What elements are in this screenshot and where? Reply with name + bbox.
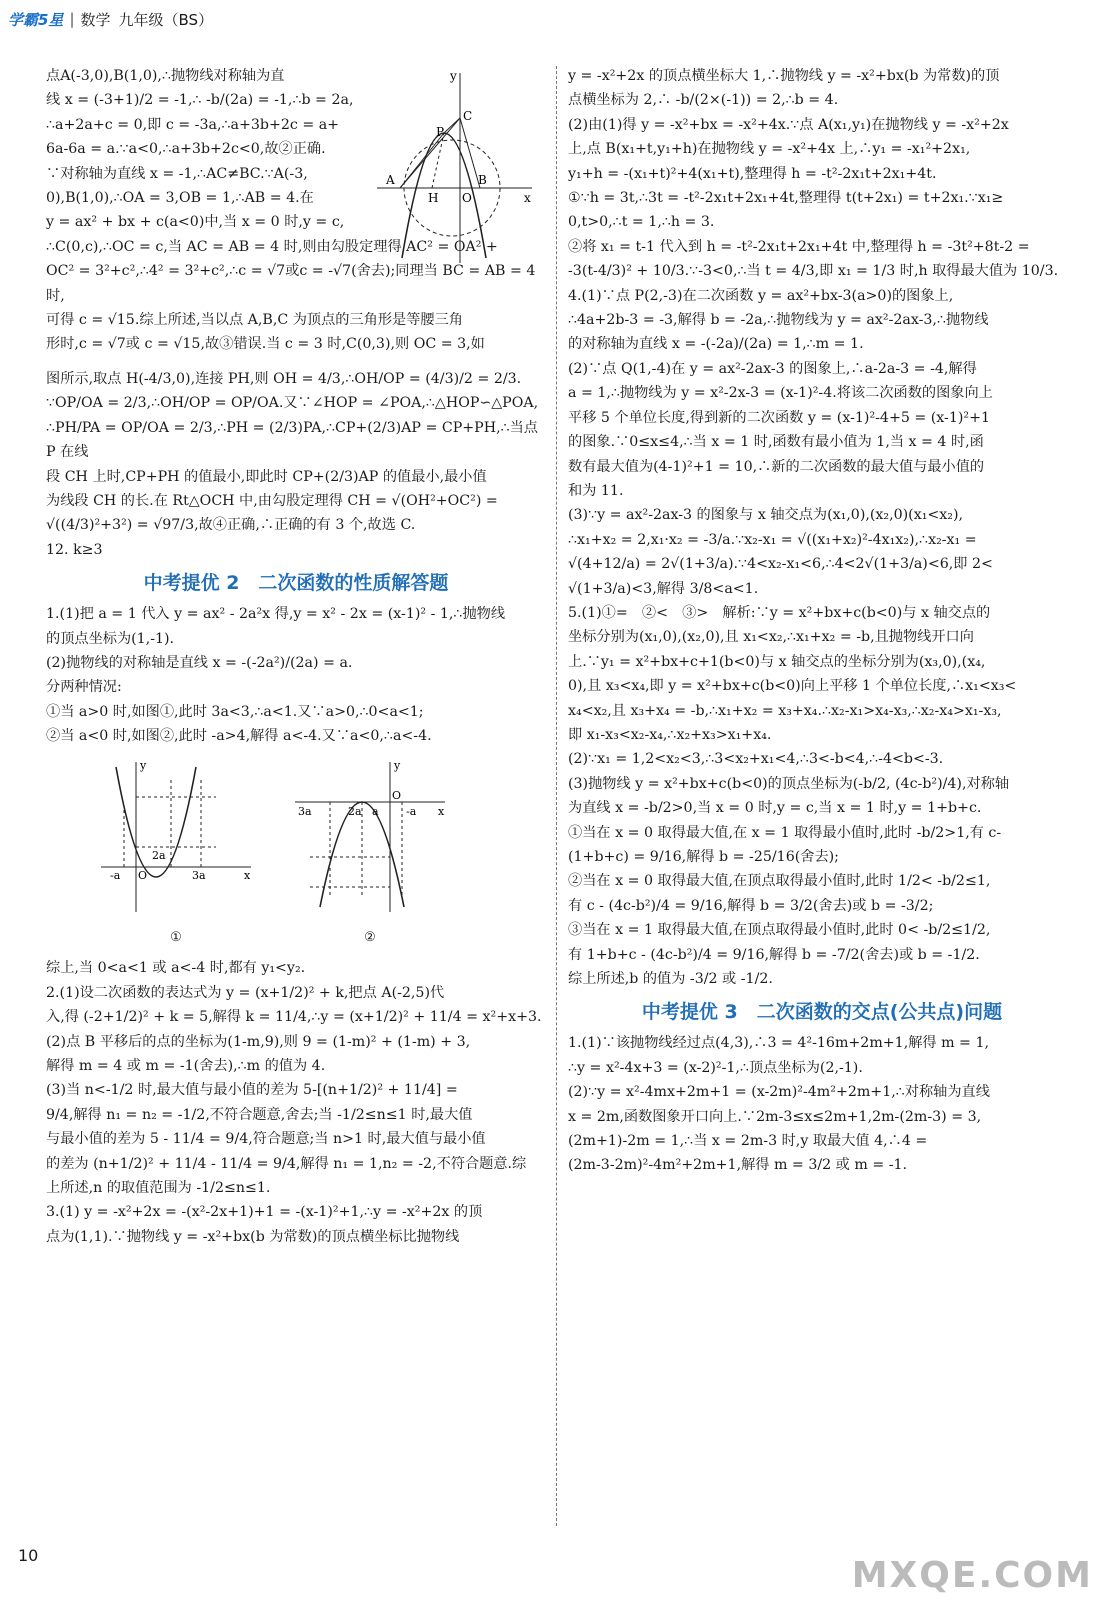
label-origin: O <box>138 868 148 882</box>
label-2a: 2a <box>348 804 362 818</box>
text-line: 线 x = (-3+1)/2 = -1,∴ -b/(2a) = -1,∴b = 2a, <box>46 92 354 109</box>
intro-block <box>46 64 364 210</box>
page-header <box>8 6 213 32</box>
text-line: y₁+h = -(x₁+t)²+4(x₁+t),整理得 h = -t²-2x₁t+2x₁+4t. <box>568 165 937 182</box>
label-neg-a: -a <box>110 868 121 882</box>
text-line: 点A(-3,0),B(1,0),∴抛物线对称轴为直 <box>46 68 285 84</box>
axis-label-y: y <box>450 69 457 83</box>
text-line: 3.(1) y = -x²+2x = -(x²-2x+1)+1 = -(x-1)²+1,∴y = -x²+2x 的顶 <box>46 1204 483 1221</box>
figures-row <box>96 757 546 951</box>
header-subject: 数学 <box>80 10 111 29</box>
text-line: (3)∵y = ax²-2ax-3 的图象与 x 轴交点为(x₁,0),(x₂,0)(x₁<x₂), <box>568 507 964 524</box>
text-line: ∵OP/OA = 2/3,∴OH/OP = OP/OA.又∵∠HOP = ∠POA,∴△HOP∽△POA, <box>46 395 539 412</box>
text-line: (2)∵点 Q(1,-4)在 y = ax²-2ax-3 的图象上,∴a-2a-3 = -4,解得 <box>568 360 977 377</box>
answer-12: 12. k≥3 <box>46 541 103 558</box>
figure-1-graph <box>96 757 256 917</box>
text-line: (2)∵y = x²-4mx+2m+1 = (x-2m)²-4m²+2m+1,∴对称轴为直线 <box>568 1084 990 1101</box>
label-P: P <box>436 125 445 139</box>
figure-2 <box>290 757 450 951</box>
figure-1 <box>96 757 256 951</box>
text-line: √(1+3/a)<3,解得 3/8<a<1. <box>568 580 759 597</box>
text-line: a = 1,∴抛物线为 y = x²-2x-3 = (x-1)²-4.将该二次函数的图象向上 <box>568 385 993 402</box>
text-line: (3)抛物线 y = x²+bx+c(b<0)的顶点坐标为(-b/2, (4c-b²)/4),对称轴 <box>568 775 1010 792</box>
watermark: MXQE.COM <box>851 1555 1093 1596</box>
label-H: H <box>428 191 439 205</box>
text-line: 1.(1)把 a = 1 代入 y = ax² - 2a²x 得,y = x² - 2x = (x-1)² - 1,∴抛物线 <box>46 606 506 623</box>
text-line: 数有最大值为(4-1)²+1 = 10,∴新的二次函数的最大值与最小值的 <box>568 458 985 475</box>
label-a: a <box>372 804 379 818</box>
axis-label-x: x <box>244 868 251 882</box>
text-line: ③当在 x = 1 取得最大值,在顶点取得最小值时,此时 0< -b/2≤1/2, <box>568 922 991 939</box>
label-C: C <box>463 109 473 123</box>
text-line: 图所示,取点 H(-4/3,0),连接 PH,则 OH = 4/3,∴OH/OP = (4/3)/2 = 2/3. <box>46 370 522 387</box>
brand-logo: 学霸5星 <box>8 10 64 29</box>
section-3-title: 中考提优 3 二次函数的交点(公共点)问题 <box>641 1001 1003 1024</box>
text-line: 形时,c = √7或 c = √15,故③错误.当 c = 3 时,C(0,3),则 OC = 3,如 <box>46 336 485 353</box>
figure-2-caption: ② <box>364 929 376 945</box>
text-line: 点横坐标为 2,∴ -b/(2×(-1)) = 2,∴b = 4. <box>568 92 839 109</box>
label-origin: O <box>392 788 402 802</box>
text-line: 综上,当 0<a<1 或 a<-4 时,都有 y₁<y₂. <box>46 960 306 977</box>
text-line: 9/4,解得 n₁ = n₂ = -1/2,不符合题意,舍去;当 -1/2≤n≤1 时,最大值 <box>46 1106 473 1123</box>
text-line: 0),B(1,0),∴OA = 3,OB = 1,∴AB = 4.在 <box>46 190 314 207</box>
text-line: x₄<x₂,且 x₃+x₄ = -b,∴x₁+x₂ = x₃+x₄.∴x₂-x₁>x₄-x₃,∴x₂-x₄>x₁-x₃, <box>568 702 1002 719</box>
label-3a: 3a <box>298 804 312 818</box>
label-3a: 3a <box>192 868 206 882</box>
text-line: ②当 a<0 时,如图②,此时 -a>4,解得 a<-4.又∵a<0,∴a<-4. <box>46 728 432 745</box>
text-line: ∴x₁+x₂ = 2,x₁·x₂ = -3/a.∵x₂-x₁ = √((x₁+x₂)²-4x₁x₂),∴x₂-x₁ = <box>568 531 977 548</box>
text-line: √(4+12/a) = 2√(1+3/a).∵4<x₂-x₁<6,∴4<2√(1+3/a)<6,即 2< <box>568 556 993 573</box>
label-neg-a: -a <box>406 804 417 818</box>
text-line: x = 2m,函数图象开口向上.∵2m-3≤x≤2m+1,2m-(2m-3) = 3, <box>568 1108 982 1125</box>
axis-label-y: y <box>394 758 401 772</box>
text-line: 解得 m = 4 或 m = -1(舍去),∴m 的值为 4. <box>46 1058 326 1074</box>
axis-label-x: x <box>524 191 531 205</box>
axis-label-y: y <box>140 758 147 772</box>
text-line: 上,点 B(x₁+t,y₁+h)在抛物线 y = -x²+4x 上,∴y₁ = -x₁²+2x₁, <box>568 141 971 158</box>
figure-parabola-circle-graph <box>372 68 542 268</box>
text-line: ∴PH/PA = OP/OA = 2/3,∴PH = (2/3)PA,∴CP+(2/3)AP = CP+PH,∴当点 P 在线 <box>46 419 538 461</box>
text-line: 平移 5 个单位长度,得到新的二次函数 y = (x-1)²-4+5 = (x-1)²+1 <box>568 409 991 426</box>
label-B: B <box>478 173 487 187</box>
text-line: 4.(1)∵点 P(2,-3)在二次函数 y = ax²+bx-3(a>0)的图象上, <box>568 287 954 304</box>
right-column <box>568 64 1076 1178</box>
text-line: 的对称轴为直线 x = -(-2a)/(2a) = 1,∴m = 1. <box>568 336 864 353</box>
header-grade: 九年级（BS） <box>118 10 214 29</box>
axis-label-x: x <box>438 804 445 818</box>
text-line: (2m-3-2m)²-4m²+2m+1,解得 m = 3/2 或 m = -1. <box>568 1157 908 1174</box>
text-line: 即 x₁-x₃<x₂-x₄,∴x₂+x₃>x₁+x₄. <box>568 726 772 743</box>
text-line: 有 1+b+c - (4c-b²)/4 = 9/16,解得 b = -7/2(舍去)或 b = -1/2. <box>568 946 980 963</box>
text-line: 的差为 (n+1/2)² + 11/4 - 11/4 = 9/4,解得 n₁ = 1,n₂ = -2,不符合题意.综 <box>46 1155 527 1172</box>
text-line: ∴4a+2b-3 = -3,解得 b = -2a,∴抛物线为 y = ax²-2ax-3,∴抛物线 <box>568 312 989 329</box>
text-line: 坐标分别为(x₁,0),(x₂,0),且 x₁<x₂,∴x₁+x₂ = -b,且抛物线开口向 <box>568 629 974 646</box>
text-line: 0,t>0,∴t = 1,∴h = 3. <box>568 214 715 231</box>
text-line: 的图象.∵0≤x≤4,∴当 x = 1 时,函数有最小值为 1,当 x = 4 时,函 <box>568 434 984 451</box>
section-2-title: 中考提优 2 二次函数的性质解答题 <box>143 572 449 595</box>
text-line: (2)抛物线的对称轴是直线 x = -(-2a²)/(2a) = a. <box>46 654 353 671</box>
text-line: ①当在 x = 0 取得最大值,在 x = 1 取得最小值时,此时 -b/2>1,有 c- <box>568 824 1002 841</box>
page-number: 10 <box>18 1546 39 1565</box>
header-divider: | <box>69 10 75 28</box>
text-line: y = -x²+2x 的顶点横坐标大 1,∴抛物线 y = -x²+bx(b 为常数)的顶 <box>568 68 1000 84</box>
text-line: 和为 11. <box>568 482 624 499</box>
text-line: 上所述,n 的取值范围为 -1/2≤n≤1. <box>46 1180 271 1197</box>
label-2a: 2a <box>152 848 166 862</box>
text-line: 6a-6a = a.∵a<0,∴a+3b+2c<0,故②正确. <box>46 141 326 158</box>
text-line: 入,得 (-2+1/2)² + k = 5,解得 k = 11/4,∴y = (x+1/2)² + 11/4 = x²+x+3. <box>46 1009 542 1026</box>
text-line: (2m+1)-2m = 1,∴当 x = 2m-3 时,y 取最大值 4,∴4 = <box>568 1133 928 1150</box>
text-line: 与最小值的差为 5 - 11/4 = 9/4,符合题意;当 n>1 时,最大值与最小值 <box>46 1131 486 1148</box>
text-line: 5.(1)①= ②< ③> 解析:∵y = x²+bx+c(b<0)与 x 轴交点的 <box>568 604 991 621</box>
text-line: ①当 a>0 时,如图①,此时 3a<3,∴a<1.又∵a>0,∴0<a<1; <box>46 703 424 720</box>
text-line: (2)由(1)得 y = -x²+bx = -x²+4x.∵点 A(x₁,y₁)在抛物线 y = -x²+2x <box>568 116 1009 133</box>
text-line: √((4/3)²+3²) = √97/3,故④正确,∴正确的有 3 个,故选 C. <box>46 517 416 534</box>
text-line: 段 CH 上时,CP+PH 的值最小,即此时 CP+(2/3)AP 的值最小,最小值 <box>46 468 487 485</box>
text-line: 点为(1,1).∵抛物线 y = -x²+bx(b 为常数)的顶点横坐标比抛物线 <box>46 1228 460 1245</box>
figure-parabola-circle <box>372 68 542 272</box>
figure-2-graph <box>290 757 450 917</box>
label-A: A <box>386 173 395 187</box>
text-line: ②将 x₁ = t-1 代入到 h = -t²-2x₁t+2x₁+4t 中,整理得 h = -3t²+8t-2 = <box>568 238 1030 255</box>
text-line: ∵对称轴为直线 x = -1,∴AC≠BC.∵A(-3, <box>46 165 308 182</box>
label-O: O <box>462 191 472 205</box>
text-line: 有 c - (4c-b²)/4 = 9/16,解得 b = 3/2(舍去)或 b = -3/2; <box>568 897 934 914</box>
text-line: (2)点 B 平移后的点的坐标为(1-m,9),则 9 = (1-m)² + (1-m) + 3, <box>46 1033 471 1050</box>
text-line: 分两种情况: <box>46 679 122 696</box>
text-line: ∴a+2a+c = 0,即 c = -3a,∴a+3b+2c = a+ <box>46 116 340 133</box>
text-line: -3(t-4/3)² + 10/3.∵-3<0,∴当 t = 4/3,即 x₁ = 1/3 时,h 取得最大值为 10/3. <box>568 263 1059 280</box>
text-line: (2)∵x₁ = 1,2<x₂<3,∴3<x₂+x₁<4,∴3<-b<4,∴-4<b<-3. <box>568 751 944 768</box>
column-divider <box>556 66 557 1526</box>
text-line: (3)当 n<-1/2 时,最大值与最小值的差为 5-[(n+1/2)² + 11/4] = <box>46 1082 458 1099</box>
text-line: 2.(1)设二次函数的表达式为 y = (x+1/2)² + k,把点 A(-2,5)代 <box>46 984 445 1001</box>
text-line: 为线段 CH 的长.在 Rt△OCH 中,由勾股定理得 CH = √(OH²+OC²) = <box>46 492 498 509</box>
text-line: ①∵h = 3t,∴3t = -t²-2x₁t+2x₁+4t,整理得 t(t+2x₁) = t+2x₁.∵x₁≥ <box>568 190 1004 207</box>
text-line: 可得 c = √15.综上所述,当以点 A,B,C 为顶点的三角形是等腰三角 <box>46 312 463 329</box>
text-line: 为直线 x = -b/2>0,当 x = 0 时,y = c,当 x = 1 时,y = 1+b+c. <box>568 800 982 817</box>
text-line: 0),且 x₃<x₄,即 y = x²+bx+c(b<0)向上平移 1 个单位长度,∴x₁<x₃< <box>568 678 1017 695</box>
text-line: 1.(1)∵该抛物线经过点(4,3),∴3 = 4²-16m+2m+1,解得 m = 1, <box>568 1035 989 1052</box>
text-line: y = ax² + bx + c(a<0)中,当 x = 0 时,y = c, <box>46 214 345 231</box>
text-line: ∴y = x²-4x+3 = (x-2)²-1,∴顶点坐标为(2,-1). <box>568 1059 863 1076</box>
text-line: ∴C(0,c),∴OC = c,当 AC = AB = 4 时,则由勾股定理得 AC² = OA² + <box>46 238 498 255</box>
text-line: (1+b+c) = 9/16,解得 b = -25/16(舍去); <box>568 849 839 865</box>
text-line: ②当在 x = 0 取得最大值,在顶点取得最小值时,此时 1/2< -b/2≤1, <box>568 873 991 890</box>
text-line: OC² = 3²+c²,∴4² = 3²+c²,∴c = √7或c = -√7(舍去);同理当 BC = AB = 4 时, <box>46 263 536 304</box>
text-line: 上.∵y₁ = x²+bx+c+1(b<0)与 x 轴交点的坐标分别为(x₃,0),(x₄, <box>568 653 986 670</box>
text-line: 的顶点坐标为(1,-1). <box>46 630 175 647</box>
text-line: 综上所述,b 的值为 -3/2 或 -1/2. <box>568 971 773 988</box>
figure-1-caption: ① <box>170 929 182 945</box>
